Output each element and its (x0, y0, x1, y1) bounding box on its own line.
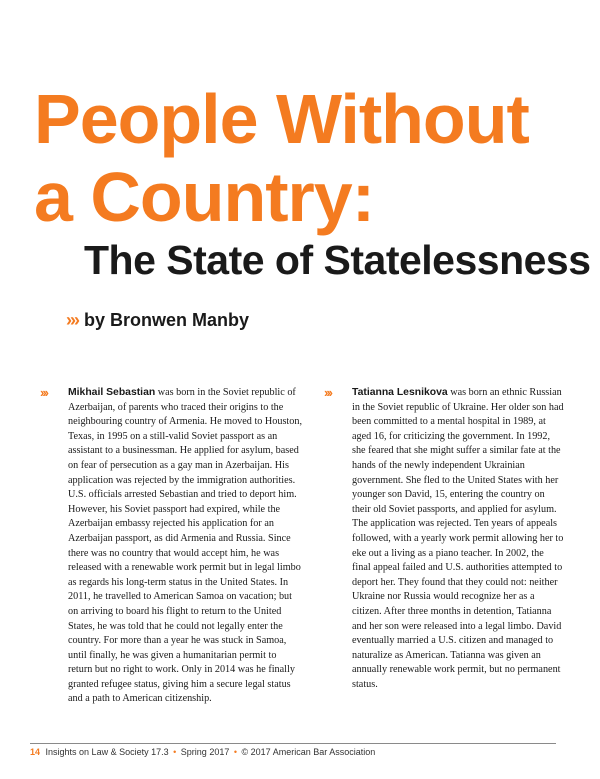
byline (66, 308, 249, 332)
title-line-1: People Without (34, 80, 529, 158)
footer-separator: • (173, 747, 177, 757)
chevron-icon: ››› (40, 385, 47, 400)
story-person-name: Tatianna Lesnikova (352, 387, 448, 398)
page-footer (30, 746, 375, 758)
author-name: by Bronwen Manby (83, 310, 249, 330)
story-column-right (324, 386, 564, 692)
story-person-name: Mikhail Sebastian (68, 387, 156, 398)
story-column-left (40, 386, 302, 707)
copyright-text: © 2017 American Bar Association (241, 747, 376, 757)
story-text: was born in the Soviet republic of Azerbaijan, of parents who traced their origins to the neighbouring country of Armenia. He moved to Houston, Texas, in 1995 on a still-valid Soviet passport as an assistant to a businessman. He applied for asylum, based on fear of persecution as a gay man in Azerbaijan. His application was rejected by the immigration authorities. U.S. officials arrested Sebastian and tried to deport him. However, his Soviet passport had expired, while the Azerbaijan embassy rejected his application for an Azerbaijan passport, as did Armenia and Russia. Since there was no country that would accept him, he was released with a renewable work permit but in legal limbo as regards his long-term status in the United States. In 2011, he travelled to American Samoa on vacation; but on arriving to board his flight to return to the United States, he was told that he could not legally enter the country. For more than a year he was stuck in Samoa, until finally, he was given a humanitarian permit to return but no right to work. Only in 2014 was he finally granted refugee status, giving him a secure legal status and a path to American citizenship. (68, 387, 302, 705)
issue-label: Spring 2017 (180, 747, 230, 757)
article-title (34, 80, 574, 236)
page-number: 14 (30, 747, 41, 757)
chevron-icon: ››› (66, 310, 78, 330)
chevron-icon: ››› (324, 385, 331, 400)
story-paragraph (40, 386, 302, 707)
footer-divider (30, 743, 556, 744)
article-subtitle: The State of Statelessness (84, 237, 591, 283)
footer-separator: • (233, 747, 238, 757)
story-paragraph (324, 386, 564, 692)
publication-name: Insights on Law & Society 17.3 (45, 747, 169, 757)
title-line-2: a Country: (34, 158, 374, 236)
story-text: was born an ethnic Russian in the Soviet republic of Ukraine. Her older son had been committed to a mental hospital in 1989, at aged 16, for criticizing the government. In 1992, she feared that she might suffer a similar fate at the hands of the newly independent Ukrainian government. She fled to the United States with her younger son David, 15, entering the country on their old Soviet passports, and applied for asylum. The application was rejected. Ten years of appeals followed, with a yearly work permit allowing her to eke out a living as a piano teacher. In 2002, the final appeal failed and U.S. authorities attempted to deport her. They found that they could not: neither Ukraine nor Russia would recognize her as a citizen. After three months in detention, Tatianna and her son were released into a legal limbo. David eventually married a U.S. citizen and managed to naturalize as American. Tatianna was given an annually renewable work permit, but no permanent status. (352, 387, 564, 690)
